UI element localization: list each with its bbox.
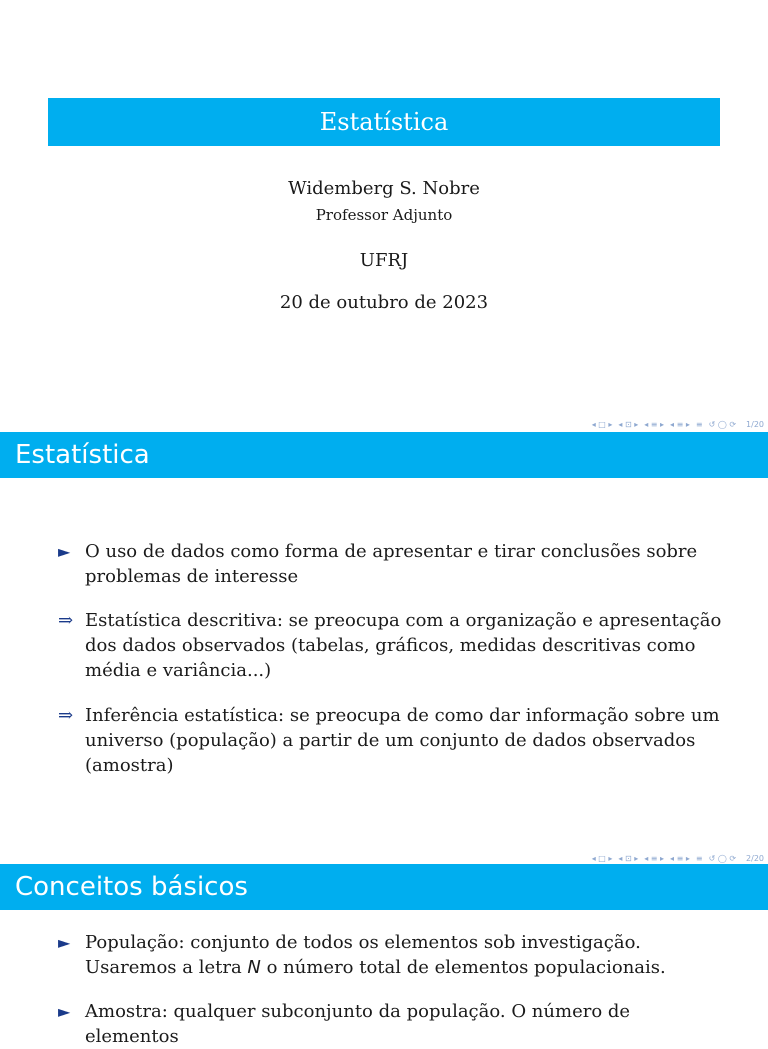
page-number: 1/20	[746, 419, 764, 429]
author-role: Professor Adjunto	[315, 206, 453, 224]
presentation-title-box	[48, 98, 720, 146]
navigation-bar	[592, 418, 764, 430]
list-item-line: População: conjunto de todos os elementos sob investigação.	[85, 932, 641, 953]
list-item-line-prefix: Usaremos a letra	[85, 957, 248, 978]
author-name: Widemberg S. Nobre	[288, 178, 480, 199]
list-item	[58, 539, 728, 589]
implies-arrow-icon: ⇒	[58, 610, 74, 631]
triangle-bullet-icon: ►	[58, 933, 71, 952]
triangle-bullet-icon: ►	[58, 1002, 71, 1021]
nav-section-icon[interactable]: ◂ ≡ ▸	[644, 419, 665, 429]
triangle-bullet-icon: ►	[58, 542, 71, 561]
title-slide	[0, 0, 768, 432]
institution: UFRJ	[359, 250, 409, 271]
nav-subsection-icon[interactable]: ◂ ⊡ ▸	[618, 853, 639, 863]
nav-section-icon[interactable]: ◂ ≡ ▸	[644, 853, 665, 863]
list-item-text: Estatística descritiva: se preocupa com a organização e apresentação dos dados observados (tabelas, gráficos, medidas descritivas como média e variância...)	[85, 610, 722, 681]
list-item-text	[85, 930, 728, 980]
nav-doc-icon[interactable]: ≡	[695, 419, 703, 429]
nav-frame-icon[interactable]: ◂ □ ▸	[591, 419, 613, 429]
implies-arrow-icon: ⇒	[58, 705, 74, 726]
frame-title: Conceitos básicos	[15, 872, 248, 902]
nav-frame-icon[interactable]: ◂ □ ▸	[591, 853, 613, 863]
list-item-line-suffix: o número total de elementos populacionais.	[260, 957, 666, 978]
frame-title: Estatística	[15, 440, 150, 470]
list-item-text: Amostra: qualquer subconjunto da população. O número de elementos	[85, 1001, 631, 1047]
nav-doc-icon[interactable]: ≡	[695, 853, 703, 863]
nav-section-icon-2[interactable]: ◂ ≡ ▸	[670, 419, 690, 429]
math-symbol: N	[247, 957, 261, 978]
nav-subsection-icon[interactable]: ◂ ⊡ ▸	[618, 419, 639, 429]
page-number: 2/20	[746, 853, 764, 863]
list-item	[58, 608, 728, 683]
frame-title-bar	[0, 864, 768, 910]
list-item	[58, 999, 728, 1049]
slide-conceitos-basicos	[0, 864, 768, 1047]
nav-search-icon[interactable]: ↺ ◯ ⟳	[708, 853, 737, 863]
nav-search-icon[interactable]: ↺ ◯ ⟳	[708, 419, 737, 429]
frame-title-bar	[0, 432, 768, 478]
list-item-text: Inferência estatística: se preocupa de como dar informação sobre um universo (população) a partir de um conjunto de dados observados (amostra)	[85, 705, 720, 776]
presentation-date: 20 de outubro de 2023	[279, 292, 489, 313]
nav-section-icon-2[interactable]: ◂ ≡ ▸	[670, 853, 690, 863]
navigation-bar	[592, 852, 764, 864]
list-item	[58, 703, 728, 778]
presentation-title: Estatística	[319, 108, 449, 136]
list-item	[58, 930, 728, 980]
list-item-text: O uso de dados como forma de apresentar e tirar conclusões sobre problemas de interesse	[85, 541, 698, 587]
slide-estatistica	[0, 432, 768, 864]
